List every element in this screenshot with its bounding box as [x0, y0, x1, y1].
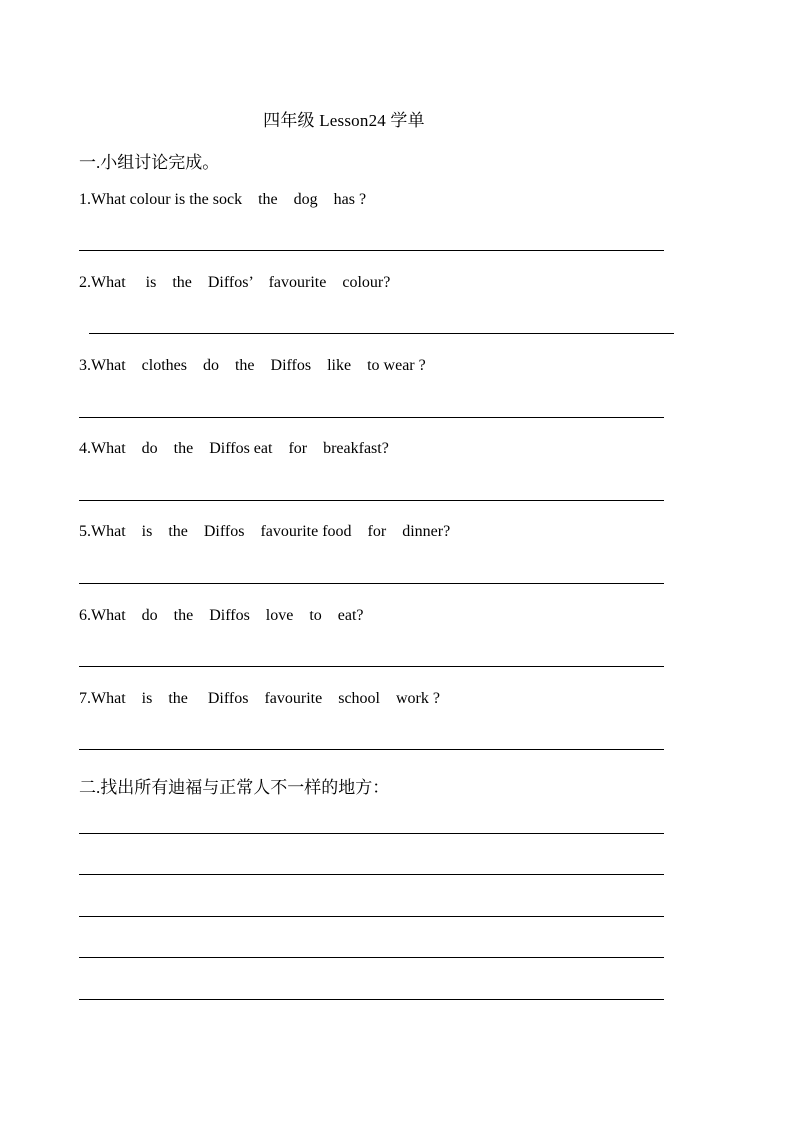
section2-answer-line-1[interactable] — [79, 833, 664, 834]
answer-line-5[interactable] — [79, 583, 664, 584]
answer-line-3[interactable] — [79, 417, 664, 418]
section1-heading: 一.小组讨论完成。 — [79, 153, 220, 172]
answer-line-7[interactable] — [79, 749, 664, 750]
question-4: 4.What do the Diffos eat for breakfast? — [79, 440, 389, 457]
answer-line-4[interactable] — [79, 500, 664, 501]
section2-answer-line-3[interactable] — [79, 916, 664, 917]
question-2: 2.What is the Diffos’ favourite colour? — [79, 274, 391, 291]
answer-line-2[interactable] — [89, 333, 674, 334]
answer-line-6[interactable] — [79, 666, 664, 667]
section2-answer-line-4[interactable] — [79, 957, 664, 958]
question-6: 6.What do the Diffos love to eat? — [79, 607, 364, 624]
section2-answer-line-2[interactable] — [79, 874, 664, 875]
question-5: 5.What is the Diffos favourite food for dinner? — [79, 523, 451, 540]
section2-heading: 二.找出所有迪福与正常人不一样的地方： — [79, 778, 390, 797]
question-1: 1.What colour is the sock the dog has ? — [79, 191, 367, 208]
worksheet-title: 四年级 Lesson24 学单 — [263, 111, 425, 130]
answer-line-1[interactable] — [79, 250, 664, 251]
section2-answer-line-5[interactable] — [79, 999, 664, 1000]
question-3: 3.What clothes do the Diffos like to wear ? — [79, 357, 426, 374]
question-7: 7.What is the Diffos favourite school work ? — [79, 690, 440, 707]
